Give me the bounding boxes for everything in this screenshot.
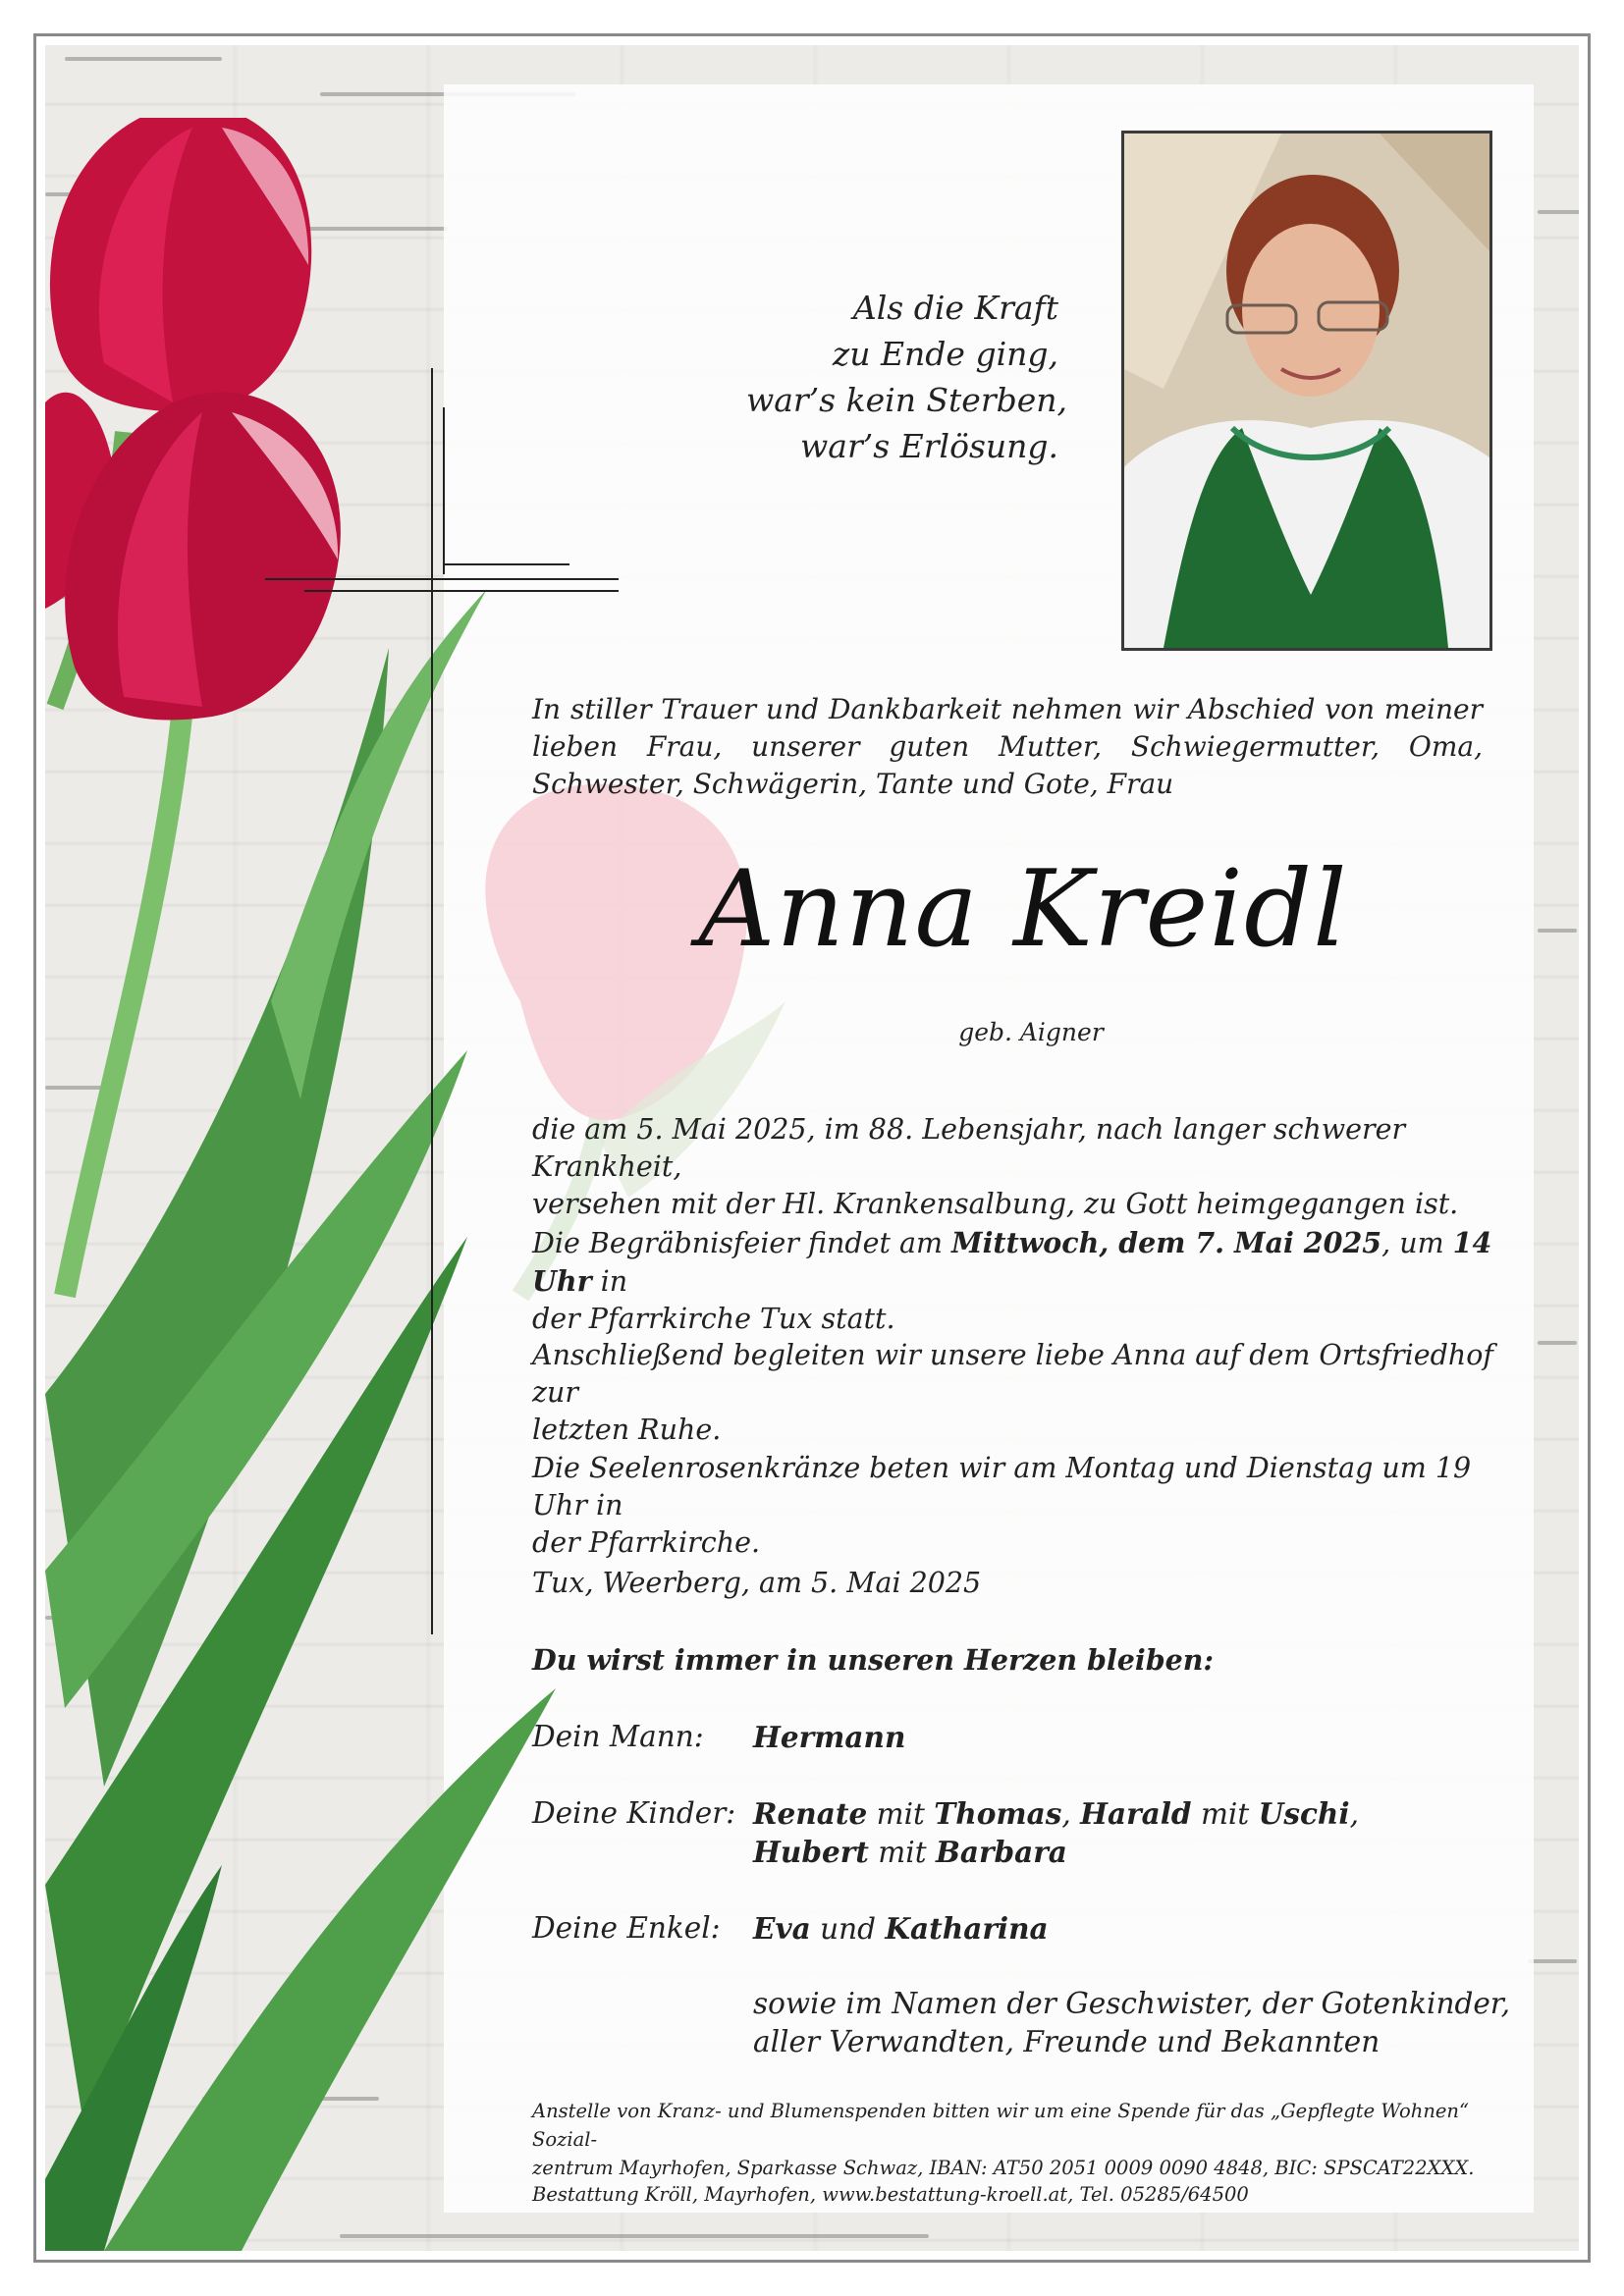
grandchildren-label: Deine Enkel: xyxy=(532,1911,721,1945)
place-date: Tux, Weerberg, am 5. Mai 2025 xyxy=(532,1567,982,1599)
rosary-line: der Pfarrkirche. xyxy=(532,1526,761,1559)
burial-notice xyxy=(532,1337,1494,1449)
death-notice xyxy=(532,1111,1494,1223)
funeral-date: Mittwoch, dem 7. Mai 2025 xyxy=(951,1226,1382,1259)
donation-note xyxy=(532,2097,1504,2182)
quote-line: war’s kein Sterben, xyxy=(746,381,1068,419)
portrait-photo xyxy=(1121,131,1492,651)
quote xyxy=(746,285,1068,469)
donation-line: Anstelle von Kranz- und Blumenspenden bitten wir um eine Spende für das „Gepflegte Wohnen“ Sozial- xyxy=(532,2100,1469,2151)
quote-line: Als die Kraft xyxy=(852,289,1058,327)
undertaker-info: Bestattung Kröll, Mayrhofen, www.bestattung-kroell.at, Tel. 05285/64500 xyxy=(532,2183,1249,2206)
motto: Du wirst immer in unseren Herzen bleiben: xyxy=(532,1643,1215,1677)
funeral-line: Die Begräbnisfeier findet am Mittwoch, dem 7. Mai 2025, um 14 Uhr in xyxy=(532,1226,1492,1298)
burial-line: Anschließend begleiten wir unsere liebe Anna auf dem Ortsfriedhof zur xyxy=(532,1339,1493,1409)
husband-label: Dein Mann: xyxy=(532,1720,704,1753)
death-line: die am 5. Mai 2025, im 88. Lebensjahr, nach langer schwerer Krankheit, xyxy=(532,1113,1406,1183)
burial-line: letzten Ruhe. xyxy=(532,1414,722,1446)
intro-text: In stiller Trauer und Dankbarkeit nehmen wir Abschied von meiner lieben Frau, unserer guten Mutter, Schwiegermutter, Oma, Schwester, Schwägerin, Tante und Gote, Frau xyxy=(532,693,1483,800)
deceased-name: Anna Kreidl xyxy=(698,848,1348,971)
funeral-time: 14 Uhr xyxy=(532,1226,1492,1298)
donation-line: zentrum Mayrhofen, Sparkasse Schwaz, IBAN: AT50 2051 0009 0090 4848, BIC: SPSCAT22XXX. xyxy=(532,2157,1475,2179)
quote-line: zu Ende ging, xyxy=(832,335,1058,373)
death-line: versehen mit der Hl. Krankensalbung, zu Gott heimgegangen ist. xyxy=(532,1188,1459,1220)
children-label: Deine Kinder: xyxy=(532,1796,736,1830)
funeral-notice xyxy=(532,1224,1494,1338)
birth-name: geb. Aigner xyxy=(958,1018,1104,1046)
quote-line: war’s Erlösung. xyxy=(800,427,1058,465)
funeral-line: der Pfarrkirche Tux statt. xyxy=(532,1303,895,1335)
husband-name: Hermann xyxy=(753,1720,906,1754)
rosary-notice xyxy=(532,1450,1494,1562)
rosary-line: Die Seelenrosenkränze beten wir am Montag und Dienstag um 19 Uhr in xyxy=(532,1452,1472,1522)
